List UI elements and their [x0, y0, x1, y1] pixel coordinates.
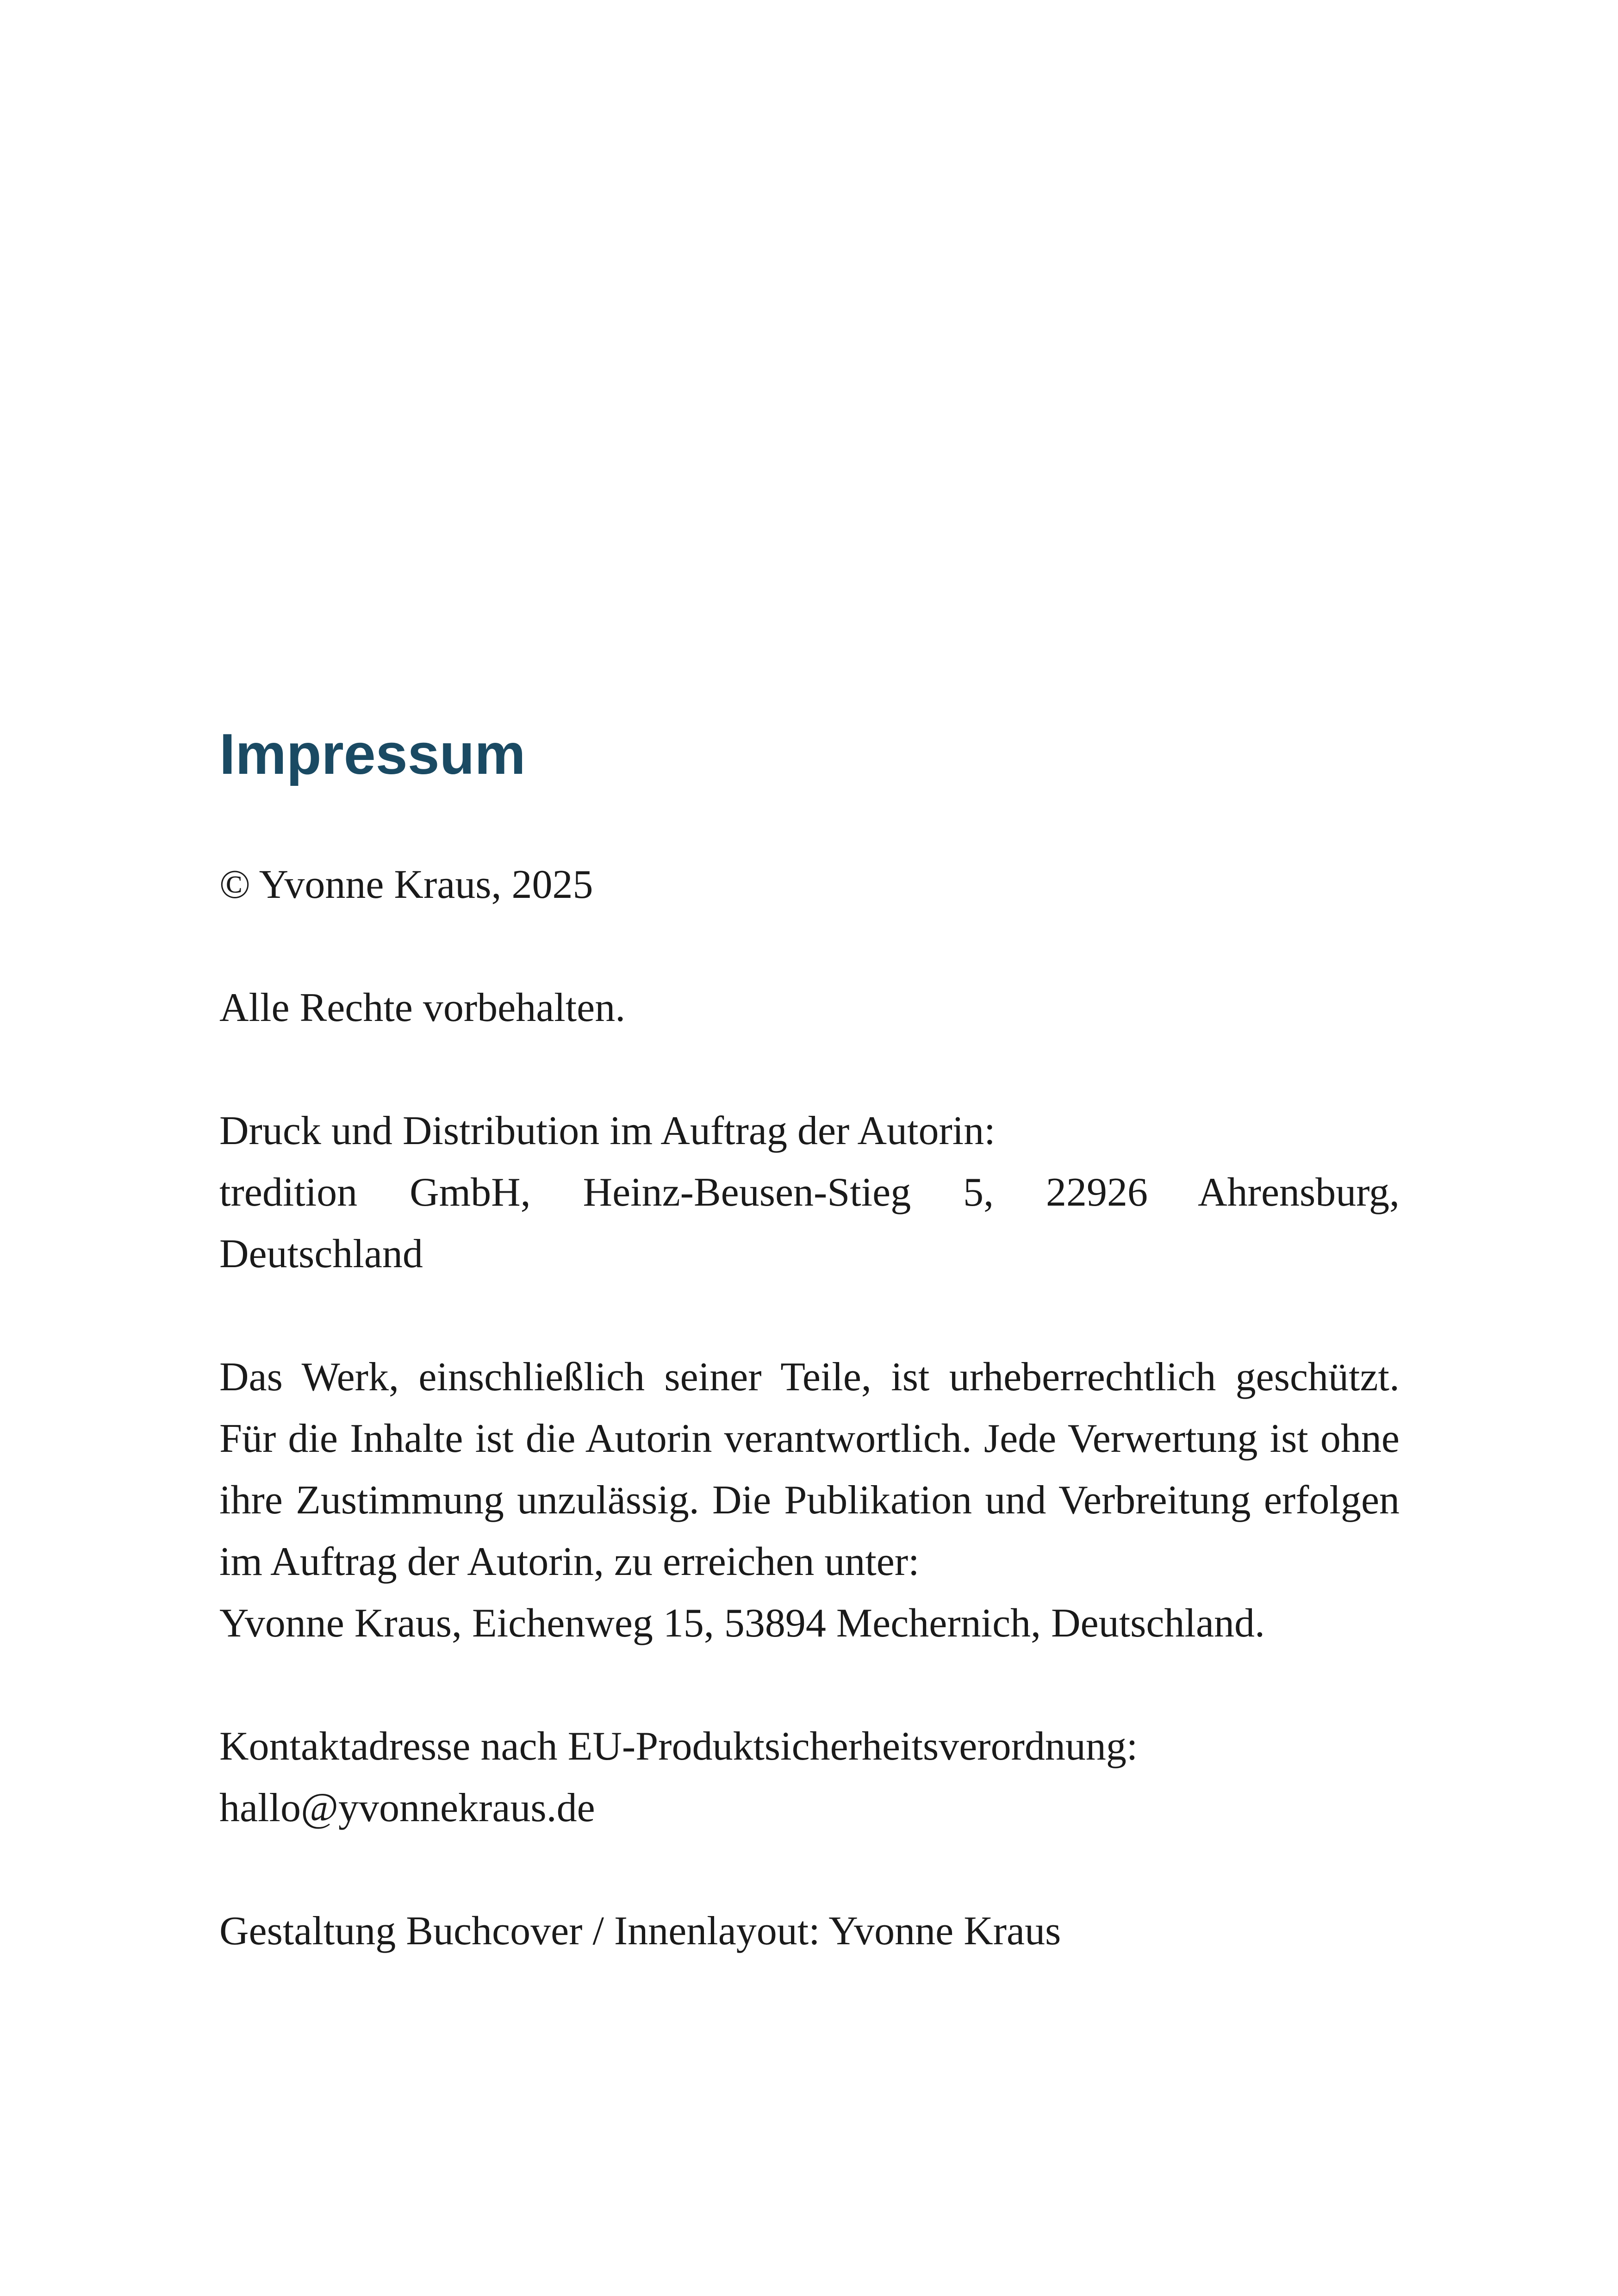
spacer [219, 915, 1400, 977]
distribution-block [219, 1100, 1400, 1285]
spacer [219, 1654, 1400, 1716]
distribution-address-line: tredition GmbH, Heinz-Beusen-Stieg 5, 22926 Ahrensburg, [219, 1170, 1400, 1215]
contact-block [219, 1716, 1400, 1839]
imprint-section [219, 708, 1400, 1962]
author-address: Yvonne Kraus, Eichenweg 15, 53894 Mechernich, Deutschland. [219, 1601, 1265, 1646]
notice-block [219, 1346, 1400, 1654]
rights-line: Alle Rechte vorbehalten. [219, 985, 626, 1030]
contact-label: Kontaktadresse nach EU-Produktsicherheitsverordnung: [219, 1724, 1138, 1769]
spacer [219, 801, 1400, 854]
design-credit: Gestaltung Buchcover / Innenlayout: Yvonne Kraus [219, 1909, 1061, 1954]
distribution-title: Druck und Distribution im Auftrag der Autorin: [219, 1108, 996, 1153]
spacer [219, 1285, 1400, 1346]
contact-email[interactable]: hallo@yvonnekraus.de [219, 1786, 595, 1830]
spacer [219, 1839, 1400, 1900]
distribution-country: Deutschland [219, 1232, 423, 1276]
copyright-notice: Das Werk, einschließlich seiner Teile, ist urheberrechtlich geschützt. Für die Inhalte ist die Autorin verantwortlich. Jede Verwertung ist ohne ihre Zustimmung unzulässig. Die Publikation und Verbreitung erfolgen im Auftrag der Autorin, zu erreichen unter: [219, 1355, 1400, 1584]
spacer [219, 1039, 1400, 1100]
page-title: Impressum [219, 722, 526, 786]
copyright-line: © Yvonne Kraus, 2025 [219, 862, 593, 907]
